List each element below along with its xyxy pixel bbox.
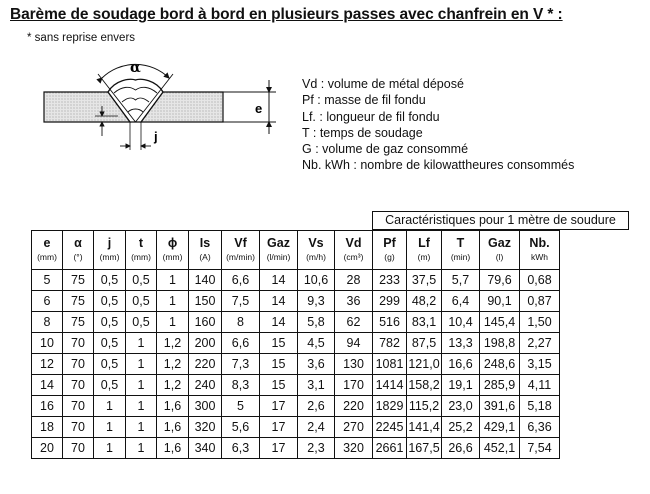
table-cell: 19,1 <box>442 375 480 396</box>
table-cell: 8 <box>32 312 63 333</box>
table-cell: 1 <box>126 333 157 354</box>
table-cell: 23,0 <box>442 396 480 417</box>
welding-table <box>31 230 560 459</box>
table-cell: 1 <box>126 438 157 459</box>
legend <box>302 76 574 174</box>
table-row <box>32 354 560 375</box>
table-cell: 10 <box>32 333 63 354</box>
column-name: j <box>107 236 112 250</box>
table-cell: 36 <box>335 291 373 312</box>
table-cell: 26,6 <box>442 438 480 459</box>
table-cell: 0,5 <box>94 270 126 291</box>
column-name: Gaz <box>267 236 290 250</box>
table-cell: 160 <box>189 312 222 333</box>
table-cell: 8,3 <box>222 375 260 396</box>
table-cell: 1 <box>157 270 189 291</box>
table-cell: 220 <box>189 354 222 375</box>
column-header <box>442 231 480 270</box>
column-header <box>32 231 63 270</box>
table-cell: 9,3 <box>298 291 335 312</box>
column-header <box>63 231 94 270</box>
table-cell: 70 <box>63 438 94 459</box>
table-cell: 1 <box>126 354 157 375</box>
table-cell: 2,4 <box>298 417 335 438</box>
column-name: Nb. <box>529 236 550 250</box>
table-cell: 516 <box>373 312 407 333</box>
column-name: Is <box>199 236 211 250</box>
column-name: t <box>138 236 144 250</box>
table-cell: 320 <box>189 417 222 438</box>
table-cell: 167,5 <box>407 438 442 459</box>
legend-item: G : volume de gaz consommé <box>302 142 469 157</box>
table-cell: 70 <box>63 354 94 375</box>
alpha-label: α <box>130 60 141 76</box>
table-row <box>32 312 560 333</box>
table-cell: 141,4 <box>407 417 442 438</box>
column-unit: (mm) <box>162 252 183 262</box>
column-unit: (mm) <box>131 252 151 262</box>
legend-item: Pf : masse de fil fondu <box>302 93 426 108</box>
table-cell: 340 <box>189 438 222 459</box>
table-cell: 270 <box>335 417 373 438</box>
table-cell: 3,6 <box>298 354 335 375</box>
table-cell: 6,6 <box>222 270 260 291</box>
table-cell: 70 <box>63 417 94 438</box>
table-row <box>32 375 560 396</box>
column-header <box>157 231 189 270</box>
table-cell: 140 <box>189 270 222 291</box>
table-cell: 429,1 <box>480 417 520 438</box>
table-cell: 15 <box>260 354 298 375</box>
table-cell: 15 <box>260 333 298 354</box>
column-unit: (min) <box>450 252 471 262</box>
table-cell: 6,6 <box>222 333 260 354</box>
table-row <box>32 333 560 354</box>
table-cell: 1 <box>94 396 126 417</box>
table-cell: 0,5 <box>126 312 157 333</box>
table-cell: 170 <box>335 375 373 396</box>
column-name: Gaz <box>488 236 511 250</box>
table-cell: 70 <box>63 375 94 396</box>
table-cell: 70 <box>63 396 94 417</box>
table-cell: 8 <box>222 312 260 333</box>
table-cell: 1,2 <box>157 354 189 375</box>
column-header <box>373 231 407 270</box>
table-cell: 5,18 <box>520 396 560 417</box>
column-name: e <box>43 236 51 250</box>
table-cell: 25,2 <box>442 417 480 438</box>
table-cell: 782 <box>373 333 407 354</box>
table-cell: 452,1 <box>480 438 520 459</box>
column-name: Vd <box>345 236 362 250</box>
table-cell: 5,8 <box>298 312 335 333</box>
table-cell: 13,3 <box>442 333 480 354</box>
table-cell: 1 <box>94 438 126 459</box>
footnote: * sans reprise envers <box>27 32 136 44</box>
table-cell: 2,27 <box>520 333 560 354</box>
table-cell: 16,6 <box>442 354 480 375</box>
table-cell: 17 <box>260 417 298 438</box>
column-header <box>126 231 157 270</box>
table-cell: 1829 <box>373 396 407 417</box>
table-cell: 4,5 <box>298 333 335 354</box>
table-cell: 79,6 <box>480 270 520 291</box>
table-cell: 12 <box>32 354 63 375</box>
column-name: T <box>456 236 465 250</box>
table-cell: 121,0 <box>407 354 442 375</box>
column-header <box>260 231 298 270</box>
table-cell: 4,11 <box>520 375 560 396</box>
table-cell: 1414 <box>373 375 407 396</box>
table-cell: 1,6 <box>157 438 189 459</box>
table-cell: 200 <box>189 333 222 354</box>
table-cell: 0,5 <box>94 333 126 354</box>
e-label: e <box>255 101 263 116</box>
table-cell: 7,3 <box>222 354 260 375</box>
table-cell: 83,1 <box>407 312 442 333</box>
table-cell: 17 <box>260 438 298 459</box>
table-cell: 6,3 <box>222 438 260 459</box>
column-name: Vs <box>308 236 324 250</box>
column-header <box>222 231 260 270</box>
table-cell: 5 <box>32 270 63 291</box>
table-cell: 48,2 <box>407 291 442 312</box>
table-cell: 299 <box>373 291 407 312</box>
column-unit: (mm) <box>99 252 120 262</box>
column-name: α <box>74 236 82 250</box>
table-header-row <box>32 231 560 270</box>
column-unit: (A) <box>199 252 211 262</box>
column-unit: (cm³) <box>343 252 364 262</box>
table-cell: 150 <box>189 291 222 312</box>
legend-item: Lf. : longueur de fil fondu <box>302 109 440 124</box>
table-cell: 14 <box>260 291 298 312</box>
table-cell: 5,6 <box>222 417 260 438</box>
column-name: Lf <box>418 236 430 250</box>
table-cell: 1 <box>126 417 157 438</box>
column-header <box>520 231 560 270</box>
table-cell: 75 <box>63 270 94 291</box>
table-cell: 70 <box>63 333 94 354</box>
column-name: Pf <box>383 236 396 250</box>
table-cell: 14 <box>32 375 63 396</box>
table-cell: 1 <box>126 375 157 396</box>
table-cell: 240 <box>189 375 222 396</box>
table-cell: 16 <box>32 396 63 417</box>
table-cell: 145,4 <box>480 312 520 333</box>
table-cell: 0,5 <box>94 312 126 333</box>
column-unit: (g) <box>384 252 395 262</box>
table-cell: 1 <box>157 312 189 333</box>
column-unit: (m/h) <box>306 252 326 262</box>
table-cell: 3,1 <box>298 375 335 396</box>
table-cell: 248,6 <box>480 354 520 375</box>
table-cell: 220 <box>335 396 373 417</box>
column-unit: kWh <box>531 252 548 262</box>
legend-item: Nb. kWh : nombre de kilowattheures consommés <box>302 158 575 173</box>
table-cell: 2,3 <box>298 438 335 459</box>
table-cell: 28 <box>335 270 373 291</box>
table-cell: 0,5 <box>94 291 126 312</box>
column-header <box>298 231 335 270</box>
column-header <box>189 231 222 270</box>
table-row <box>32 270 560 291</box>
table-cell: 10,6 <box>298 270 335 291</box>
weld-joint-diagram <box>40 50 280 160</box>
table-cell: 0,5 <box>94 375 126 396</box>
column-unit: (mm) <box>37 252 57 262</box>
column-unit: (m/min) <box>226 252 255 262</box>
table-cell: 2661 <box>373 438 407 459</box>
table-cell: 1 <box>126 396 157 417</box>
column-unit: (l) <box>495 252 504 262</box>
table-cell: 2245 <box>373 417 407 438</box>
table-cell: 198,8 <box>480 333 520 354</box>
table-cell: 6 <box>32 291 63 312</box>
table-row <box>32 396 560 417</box>
table-row <box>32 438 560 459</box>
table-body <box>32 270 560 459</box>
table-cell: 15 <box>260 375 298 396</box>
table-cell: 0,5 <box>94 354 126 375</box>
table-cell: 75 <box>63 312 94 333</box>
table-cell: 115,2 <box>407 396 442 417</box>
group-header: Caractéristiques pour 1 mètre de soudure <box>372 211 629 230</box>
column-name: ϕ <box>167 236 178 250</box>
column-unit: (l/min) <box>266 252 291 262</box>
table-cell: 20 <box>32 438 63 459</box>
column-header <box>94 231 126 270</box>
table-cell: 17 <box>260 396 298 417</box>
table-cell: 7,54 <box>520 438 560 459</box>
table-cell: 320 <box>335 438 373 459</box>
table-row <box>32 291 560 312</box>
legend-item: T : temps de soudage <box>302 125 423 140</box>
table-cell: 10,4 <box>442 312 480 333</box>
table-cell: 3,15 <box>520 354 560 375</box>
column-header <box>335 231 373 270</box>
table-cell: 90,1 <box>480 291 520 312</box>
legend-item: Vd : volume de métal déposé <box>302 77 464 91</box>
table-cell: 5 <box>222 396 260 417</box>
column-header <box>407 231 442 270</box>
column-header <box>480 231 520 270</box>
table-cell: 0,5 <box>126 270 157 291</box>
table-cell: 62 <box>335 312 373 333</box>
table-cell: 233 <box>373 270 407 291</box>
table-cell: 14 <box>260 270 298 291</box>
table-cell: 1,2 <box>157 375 189 396</box>
table-cell: 1,6 <box>157 396 189 417</box>
table-cell: 130 <box>335 354 373 375</box>
table-cell: 6,4 <box>442 291 480 312</box>
j-label: j <box>154 129 158 144</box>
column-unit: (°) <box>73 252 83 262</box>
table-cell: 0,5 <box>126 291 157 312</box>
table-cell: 7,5 <box>222 291 260 312</box>
table-cell: 1,2 <box>157 333 189 354</box>
table-cell: 1,50 <box>520 312 560 333</box>
table-row <box>32 417 560 438</box>
column-name: Vf <box>234 236 247 250</box>
table-cell: 2,6 <box>298 396 335 417</box>
table-cell: 87,5 <box>407 333 442 354</box>
table-cell: 37,5 <box>407 270 442 291</box>
table-cell: 14 <box>260 312 298 333</box>
table-cell: 1 <box>94 417 126 438</box>
table-cell: 0,68 <box>520 270 560 291</box>
table-cell: 75 <box>63 291 94 312</box>
table-cell: 1,6 <box>157 417 189 438</box>
table-cell: 94 <box>335 333 373 354</box>
table-cell: 158,2 <box>407 375 442 396</box>
table-cell: 391,6 <box>480 396 520 417</box>
table-cell: 1081 <box>373 354 407 375</box>
page-title: Barème de soudage bord à bord en plusieurs passes avec chanfrein en V * : <box>10 6 563 23</box>
table-cell: 18 <box>32 417 63 438</box>
table-cell: 0,87 <box>520 291 560 312</box>
table-cell: 285,9 <box>480 375 520 396</box>
table-cell: 300 <box>189 396 222 417</box>
table-cell: 1 <box>157 291 189 312</box>
table-cell: 6,36 <box>520 417 560 438</box>
column-unit: (m) <box>417 252 431 262</box>
table-cell: 5,7 <box>442 270 480 291</box>
